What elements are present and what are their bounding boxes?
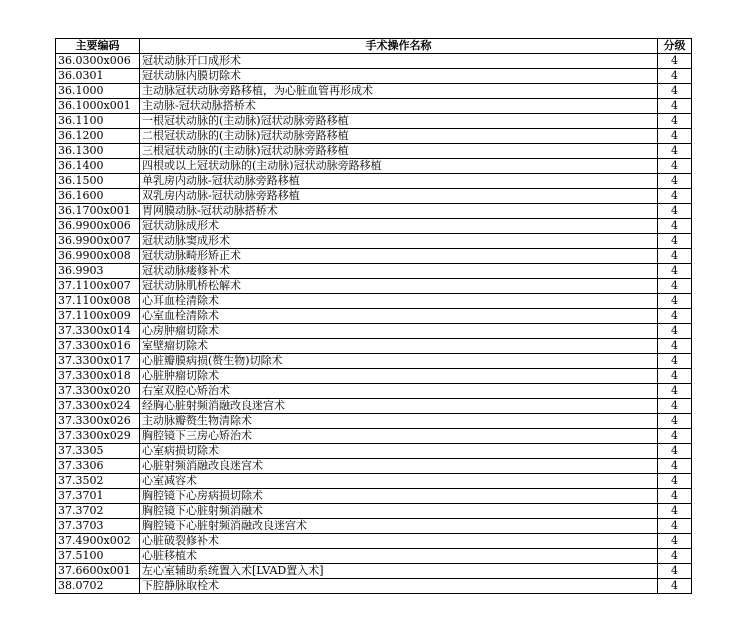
grade-cell: 4 [658,84,692,99]
name-cell: 右室双腔心矫治术 [140,384,658,399]
table-row [56,159,692,174]
name-cell: 冠状动脉成形术 [140,219,658,234]
code-cell: 36.9900x008 [56,249,140,264]
code-cell: 36.1000x001 [56,99,140,114]
grade-cell: 4 [658,54,692,69]
table-row [56,249,692,264]
code-cell: 38.0702 [56,579,140,594]
code-cell: 37.3300x014 [56,324,140,339]
name-cell: 下腔静脉取栓术 [140,579,658,594]
name-cell: 双乳房内动脉-冠状动脉旁路移植 [140,189,658,204]
name-cell: 主动脉-冠状动脉搭桥术 [140,99,658,114]
code-cell: 37.3502 [56,474,140,489]
name-cell: 胸腔镜下心脏射频消融术 [140,504,658,519]
table-row [56,69,692,84]
table-row [56,384,692,399]
code-cell: 36.1200 [56,129,140,144]
grade-cell: 4 [658,174,692,189]
grade-cell: 4 [658,354,692,369]
code-cell: 36.1400 [56,159,140,174]
code-cell: 37.1100x008 [56,294,140,309]
grade-cell: 4 [658,384,692,399]
code-cell: 37.3300x020 [56,384,140,399]
name-cell: 二根冠状动脉的(主动脉)冠状动脉旁路移植 [140,129,658,144]
code-cell: 37.3300x017 [56,354,140,369]
grade-cell: 4 [658,549,692,564]
grade-cell: 4 [658,564,692,579]
table-row [56,354,692,369]
table-row [56,189,692,204]
grade-cell: 4 [658,159,692,174]
code-cell: 36.1100 [56,114,140,129]
grade-cell: 4 [658,369,692,384]
name-cell: 心房肿瘤切除术 [140,324,658,339]
table-row [56,564,692,579]
name-cell: 主动脉瓣赘生物清除术 [140,414,658,429]
table-row [56,129,692,144]
name-cell: 心室病损切除术 [140,444,658,459]
name-cell: 冠状动脉肌桥松解术 [140,279,658,294]
grade-cell: 4 [658,219,692,234]
code-cell: 37.4900x002 [56,534,140,549]
code-cell: 37.1100x009 [56,309,140,324]
code-cell: 37.3305 [56,444,140,459]
code-cell: 37.6600x001 [56,564,140,579]
name-cell: 心室减容术 [140,474,658,489]
name-cell: 胸腔镜下心房病损切除术 [140,489,658,504]
grade-cell: 4 [658,309,692,324]
code-cell: 37.3300x016 [56,339,140,354]
table-header-row [56,39,692,54]
table-row [56,174,692,189]
table-body [56,54,692,594]
name-cell: 冠状动脉开口成形术 [140,54,658,69]
code-cell: 36.1700x001 [56,204,140,219]
table-row [56,264,692,279]
header-name: 手术操作名称 [140,39,658,54]
name-cell: 胸腔镜下三房心矫治术 [140,429,658,444]
table-row [56,579,692,594]
code-cell: 37.3300x029 [56,429,140,444]
table-row [56,324,692,339]
table-row [56,294,692,309]
name-cell: 胸腔镜下心脏射频消融改良迷宫术 [140,519,658,534]
code-cell: 36.0300x006 [56,54,140,69]
header-code: 主要编码 [56,39,140,54]
name-cell: 主动脉冠状动脉旁路移植，为心脏血管再形成术 [140,84,658,99]
code-cell: 36.9903 [56,264,140,279]
table-row [56,369,692,384]
table-row [56,504,692,519]
name-cell: 单乳房内动脉-冠状动脉旁路移植 [140,174,658,189]
grade-cell: 4 [658,534,692,549]
name-cell: 冠状动脉瘘修补术 [140,264,658,279]
table-row [56,339,692,354]
grade-cell: 4 [658,324,692,339]
code-cell: 36.9900x006 [56,219,140,234]
name-cell: 冠状动脉窦成形术 [140,234,658,249]
table-row [56,399,692,414]
grade-cell: 4 [658,489,692,504]
code-cell: 37.1100x007 [56,279,140,294]
name-cell: 心脏射频消融改良迷宫术 [140,459,658,474]
grade-cell: 4 [658,414,692,429]
table-row [56,489,692,504]
table-row [56,84,692,99]
grade-cell: 4 [658,204,692,219]
name-cell: 冠状动脉内膜切除术 [140,69,658,84]
name-cell: 胃网膜动脉-冠状动脉搭桥术 [140,204,658,219]
table-row [56,459,692,474]
procedure-table [55,38,692,594]
table-row [56,444,692,459]
name-cell: 心脏瓣膜病损(赘生物)切除术 [140,354,658,369]
code-cell: 36.1000 [56,84,140,99]
code-cell: 37.3300x018 [56,369,140,384]
table-row [56,474,692,489]
table-row [56,414,692,429]
table-row [56,429,692,444]
table-row [56,204,692,219]
grade-cell: 4 [658,294,692,309]
code-cell: 37.3300x024 [56,399,140,414]
table-row [56,534,692,549]
name-cell: 室壁瘤切除术 [140,339,658,354]
code-cell: 36.9900x007 [56,234,140,249]
name-cell: 心耳血栓清除术 [140,294,658,309]
grade-cell: 4 [658,264,692,279]
table-row [56,549,692,564]
table-row [56,144,692,159]
code-cell: 37.3701 [56,489,140,504]
code-cell: 36.1500 [56,174,140,189]
name-cell: 四根或以上冠状动脉的(主动脉)冠状动脉旁路移植 [140,159,658,174]
name-cell: 心脏肿瘤切除术 [140,369,658,384]
grade-cell: 4 [658,189,692,204]
name-cell: 心脏移植术 [140,549,658,564]
code-cell: 37.3702 [56,504,140,519]
grade-cell: 4 [658,474,692,489]
grade-cell: 4 [658,339,692,354]
name-cell: 经胸心脏射频消融改良迷宫术 [140,399,658,414]
table-row [56,279,692,294]
name-cell: 心室血栓清除术 [140,309,658,324]
code-cell: 37.5100 [56,549,140,564]
grade-cell: 4 [658,99,692,114]
grade-cell: 4 [658,279,692,294]
code-cell: 36.0301 [56,69,140,84]
grade-cell: 4 [658,114,692,129]
code-cell: 37.3306 [56,459,140,474]
grade-cell: 4 [658,234,692,249]
code-cell: 37.3703 [56,519,140,534]
code-cell: 36.1600 [56,189,140,204]
table-row [56,309,692,324]
grade-cell: 4 [658,144,692,159]
name-cell: 冠状动脉畸形矫正术 [140,249,658,264]
header-grade: 分级 [658,39,692,54]
grade-cell: 4 [658,429,692,444]
grade-cell: 4 [658,519,692,534]
grade-cell: 4 [658,129,692,144]
table-row [56,99,692,114]
grade-cell: 4 [658,399,692,414]
name-cell: 三根冠状动脉的(主动脉)冠状动脉旁路移植 [140,144,658,159]
table-row [56,219,692,234]
table-row [56,54,692,69]
code-cell: 36.1300 [56,144,140,159]
table-row [56,114,692,129]
name-cell: 心脏破裂修补术 [140,534,658,549]
grade-cell: 4 [658,249,692,264]
grade-cell: 4 [658,459,692,474]
grade-cell: 4 [658,504,692,519]
table-row [56,519,692,534]
code-cell: 37.3300x026 [56,414,140,429]
table-row [56,234,692,249]
name-cell: 一根冠状动脉的(主动脉)冠状动脉旁路移植 [140,114,658,129]
grade-cell: 4 [658,444,692,459]
name-cell: 左心室辅助系统置入术[LVAD置入术] [140,564,658,579]
grade-cell: 4 [658,579,692,594]
grade-cell: 4 [658,69,692,84]
